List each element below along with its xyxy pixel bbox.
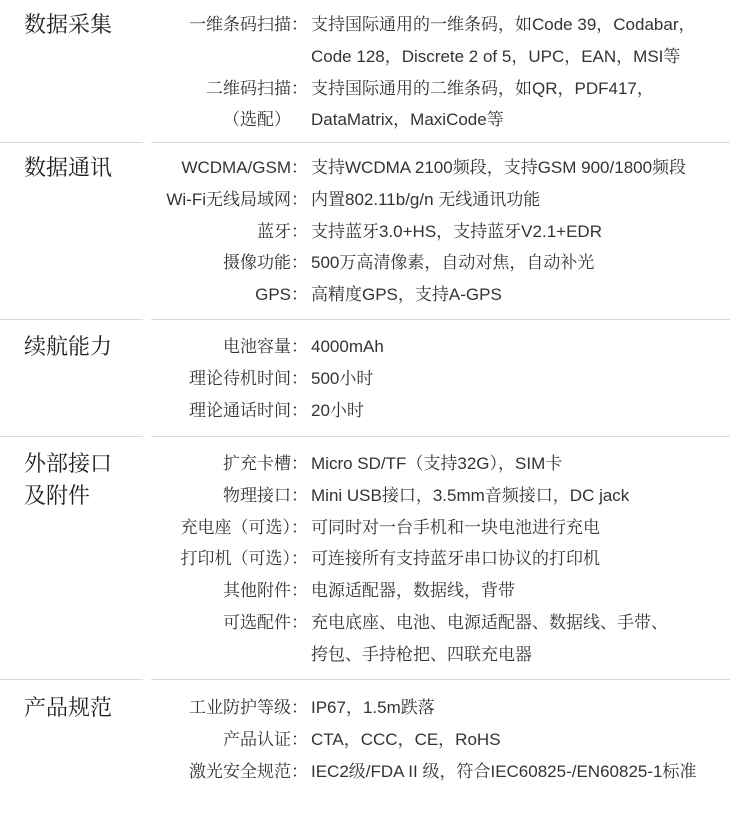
spec-label [150,363,308,395]
spec-value [311,543,600,575]
section-title: 产品规范 [24,695,113,720]
spec-label-text: 一维条码扫描： [189,15,308,34]
spec-label [150,543,308,575]
section-battery-life [0,320,750,437]
spec-value-line: 500万高清像素，自动对焦，自动补光 [311,253,595,273]
spec-row [150,216,750,248]
spec-row [150,607,750,671]
spec-row [150,512,750,544]
spec-value-line: 支持国际通用的二维条码，如QR，PDF417， [311,78,654,98]
spec-row [150,184,750,216]
spec-row [150,575,750,607]
spec-value-line: 可同时对一台手机和一块电池进行充电 [311,517,600,537]
spec-value [311,331,384,363]
spec-label [150,756,308,788]
spec-row [150,543,750,575]
spec-rows [150,448,750,671]
spec-row [150,73,750,137]
spec-label [150,480,308,512]
spec-label [150,216,308,248]
spec-label-text: 理论通话时间： [189,400,308,420]
spec-label [150,395,308,427]
spec-label-text: WCDMA/GSM： [181,158,308,177]
spec-row [150,756,750,788]
spec-label-text: 打印机（可选）： [180,549,308,569]
spec-label-text: 激光安全规范： [189,761,308,781]
spec-label-text: 物理接口： [223,485,308,505]
spec-value-line: 20小时 [311,400,364,420]
spec-value-line: DataMatrix，MaxiCode等 [311,110,504,130]
spec-value [311,756,696,788]
divider-right [151,142,730,143]
spec-value [311,692,435,724]
spec-value [311,607,668,671]
spec-row [150,363,750,395]
spec-label [150,512,308,544]
spec-value [311,395,364,427]
divider-left [0,142,143,143]
spec-rows [150,152,750,311]
spec-value-line: 内置802.11b/g/n 无线通讯功能 [311,189,541,209]
spec-value [311,448,562,480]
section-data-communication [0,144,750,320]
spec-value-line: IEC2级/FDA II 级，符合IEC60825-/EN60825-1标准 [311,761,697,781]
spec-value-line: 支持蓝牙3.0+HS，支持蓝牙V2.1+EDR [311,221,602,241]
section-title: 数据采集 [24,12,113,37]
spec-value [311,480,629,512]
spec-label-text: 理论待机时间： [189,368,308,388]
spec-label-text: 充电座（可选）： [180,517,308,537]
spec-value-line: IP67，1.5m跌落 [311,698,435,717]
spec-value-line: 可连接所有支持蓝牙串口协议的打印机 [311,549,600,569]
spec-value [311,184,540,216]
spec-label-text: 电池容量： [223,337,308,356]
spec-row [150,247,750,279]
spec-value-line: 4000mAh [311,337,384,356]
spec-label-text: GPS： [255,285,308,305]
section-interfaces-accessories [0,437,750,680]
section-product-standards [0,680,750,817]
spec-row [150,448,750,480]
spec-value [311,73,654,137]
spec-label [150,279,308,311]
spec-label-text: 工业防护等级： [189,698,308,717]
spec-value-line: 高精度GPS，支持A-GPS [311,285,502,305]
spec-row [150,152,750,184]
spec-value [311,512,600,544]
spec-rows [150,9,750,136]
spec-label-text: 可选配件： [223,612,308,632]
spec-value-line: 挎包、手持枪把、四联充电器 [311,644,532,664]
spec-value [311,9,695,73]
spec-label-text: 摄像功能： [223,253,308,273]
spec-value-line: 500小时 [311,368,374,388]
spec-value [311,216,602,248]
spec-rows [150,692,750,787]
section-title: 续航能力 [24,334,113,359]
section-title: 外部接口及附件 [24,451,113,508]
spec-label [150,152,308,184]
spec-value [311,152,686,184]
spec-row [150,395,750,427]
spec-value-line: 电源适配器，数据线，背带 [311,581,515,601]
spec-value-line: 支持国际通用的一维条码，如Code 39，Codabar， [311,15,696,34]
spec-label [150,73,308,137]
spec-rows [150,331,750,426]
spec-label [150,184,308,216]
spec-label-text: 蓝牙： [257,221,308,241]
spec-label-text: Wi-Fi无线局域网： [166,189,308,209]
spec-value-line: 支持WCDMA 2100频段，支持GSM 900/1800频段 [311,158,687,177]
spec-value-line: Micro SD/TF（支持32G），SIM卡 [311,454,563,473]
spec-sublabel: （选配） [223,110,291,130]
spec-value [311,363,373,395]
section-data-collection [0,0,750,143]
spec-row [150,331,750,363]
spec-label [150,9,308,41]
spec-value [311,279,502,311]
spec-label-text: 其他附件： [223,581,308,601]
spec-label-text: 二维码扫描： [206,78,308,98]
section-title: 数据通讯 [24,155,113,180]
spec-label [150,724,308,756]
spec-value-line: Mini USB接口，3.5mm音频接口，DC jack [311,485,630,505]
spec-label-text: 产品认证： [223,729,308,749]
spec-row [150,724,750,756]
spec-value-line: CTA，CCC，CE，RoHS [311,729,501,749]
spec-label [150,331,308,363]
spec-row [150,279,750,311]
spec-value [311,575,515,607]
spec-label [150,692,308,724]
spec-label [150,448,308,480]
spec-label [150,607,308,639]
spec-value-line: 充电底座、电池、电源适配器、数据线、手带、 [311,612,668,632]
spec-row [150,692,750,724]
spec-label [150,247,308,279]
spec-row [150,9,750,73]
spec-value-line: Code 128，Discrete 2 of 5，UPC，EAN，MSI等 [311,46,681,66]
spec-label-text: 扩充卡槽： [223,454,308,473]
spec-value [311,724,501,756]
spec-label [150,575,308,607]
spec-value [311,247,594,279]
spec-row [150,480,750,512]
